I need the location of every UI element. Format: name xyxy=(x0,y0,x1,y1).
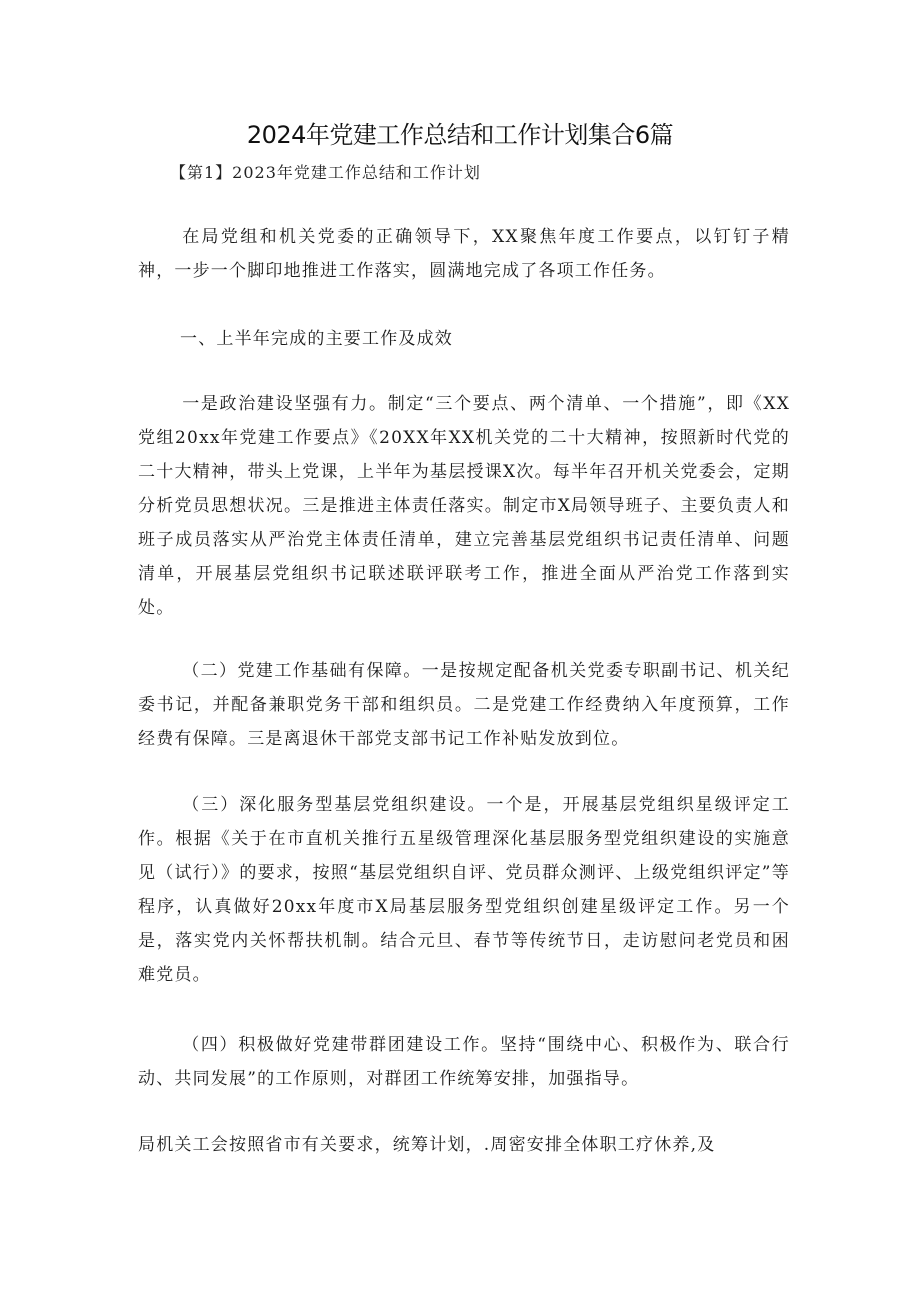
document-title: 2024年党建工作总结和工作计划集合6篇 xyxy=(246,121,674,149)
section-heading: 一、上半年完成的主要工作及成效 xyxy=(180,329,453,349)
intro-paragraph: 在局党组和机关党委的正确领导下，XX聚焦年度工作要点，以钉钉子精神，一步一个脚印地推进工作落实，圆满地完成了各项工作任务。 xyxy=(138,227,790,281)
paragraph-party-foundation: （二）党建工作基础有保障。一是按规定配备机关党委专职副书记、机关纪委书记，并配备兼职党务干部和组织员。二是党建工作经费纳入年度预算，工作经费有保障。三是离退休干部党支部书记工作补贴发放到位。 xyxy=(138,661,790,749)
paragraph-political-building: 一是政治建设坚强有力。制定“三个要点、两个清单、一个措施”，即《XX党组20xx年党建工作要点》《20XX年XX机关党的二十大精神，按照新时代党的二十大精神，带头上党课，上半年为基层授课X次。每半年召开机关党委会，定期分析党员思想状况。三是推进主体责任落实。制定市X局领导班子、主要负责人和班子成员落实从严治党主体责任清单，建立完善基层党组织书记责任清单、问题清单，开展基层党组织书记联述联评联考工作，推进全面从严治党工作落到实处。 xyxy=(138,394,790,618)
paragraph-union-arrangements: 局机关工会按照省市有关要求，统筹计划，.周密安排全体职工疗休养,及 xyxy=(138,1135,716,1155)
paragraph-mass-organizations: （四）积极做好党建带群团建设工作。坚持“围绕中心、积极作为、联合行动、共同发展”的工作原则，对群团工作统筹安排，加强指导。 xyxy=(138,1035,790,1089)
document-subtitle: 【第1】2023年党建工作总结和工作计划 xyxy=(170,163,481,182)
paragraph-service-organization: （三）深化服务型基层党组织建设。一个是，开展基层党组织星级评定工作。根据《关于在市直机关推行五星级管理深化基层服务型党组织建设的实施意见（试行）》的要求，按照“基层党组织自评、党员群众测评、上级党组织评定”等程序，认真做好20xx年度市X局基层服务型党组织创建星级评定工作。另一个是，落实党内关怀帮扶机制。结合元旦、春节等传统节日，走访慰问老党员和困难党员。 xyxy=(138,795,790,985)
